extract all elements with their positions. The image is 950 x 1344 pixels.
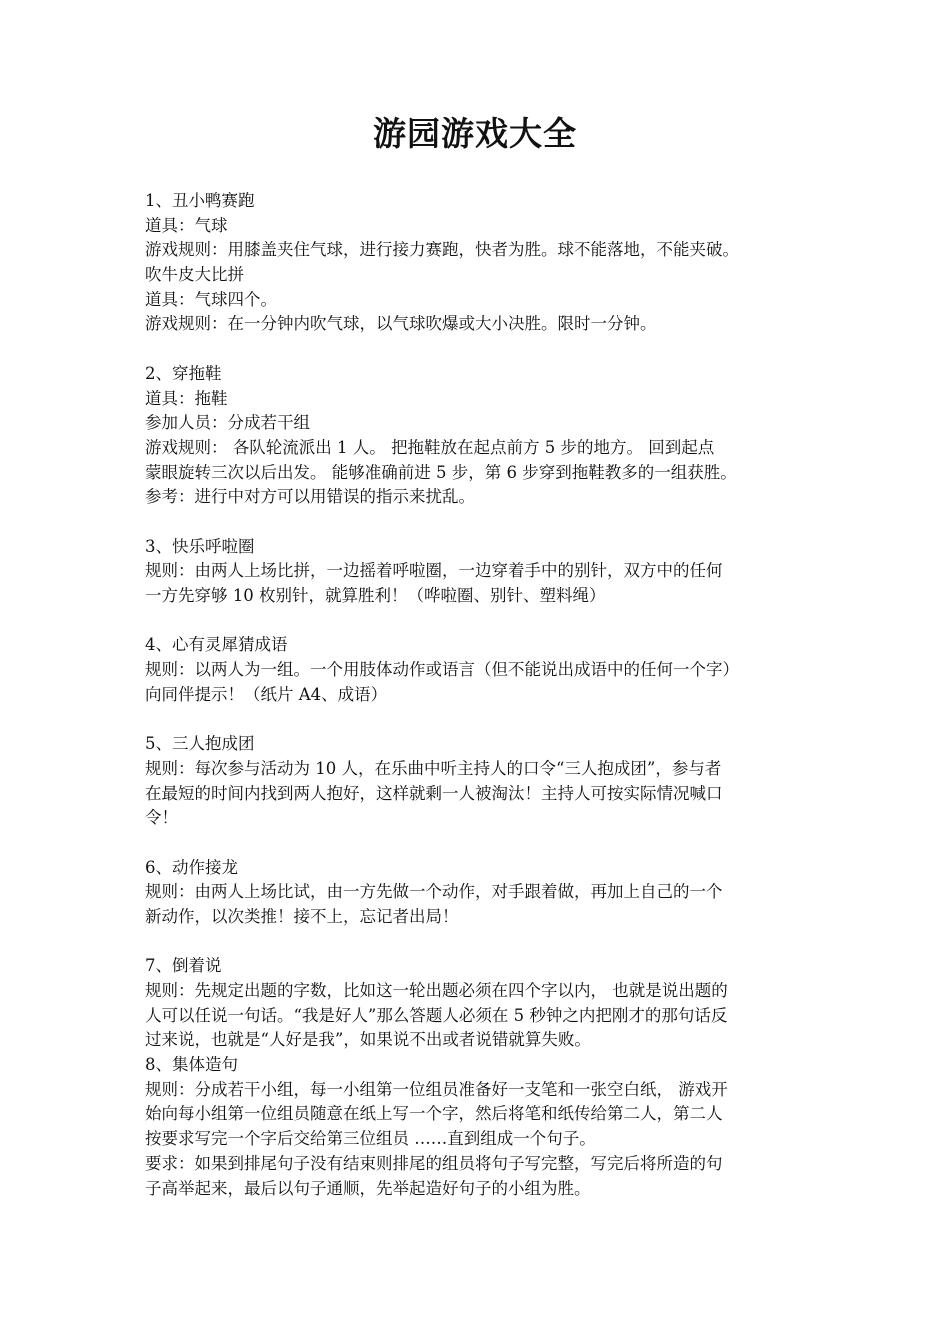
text-line: 游戏规则：在一分钟内吹气球，以气球吹爆或大小决胜。限时一分钟。 [145, 314, 657, 334]
blank-line [145, 510, 810, 535]
text-line: 规则：以两人为一组。一个用肢体动作或语言（但不能说出成语中的任何一个字） [145, 660, 739, 680]
text-line: 游戏规则： 各队轮流派出 1 人。 把拖鞋放在起点前方 5 步的地方。 回到起点 [145, 437, 715, 457]
text-line: 新动作，以次类推！接不上，忘记者出局！ [145, 906, 459, 926]
text-line: 蒙眼旋转三次以后出发。 能够准确前进 5 步，第 6 步穿到拖鞋教多的一组获胜。 [145, 462, 737, 482]
text-line: 参加人员：分成若干组 [145, 413, 310, 433]
text-line: 1、丑小鸭赛跑 [145, 191, 255, 210]
text-line: 6、动作接龙 [145, 857, 238, 877]
text-line: 子高举起来，最后以句子通顺，先举起造好句子的小组为胜。 [145, 1178, 591, 1198]
text-line: 7、倒着说 [145, 956, 222, 976]
text-line: 规则：分成若干小组，每一小组第一位组员准备好一支笔和一张空白纸， 游戏开 [145, 1079, 728, 1099]
text-line: 要求：如果到排尾句子没有结束则排尾的组员将句子写完整，写完后将所造的句 [145, 1153, 723, 1173]
text-line: 5、三人抱成团 [145, 734, 255, 754]
blank-line [145, 707, 810, 732]
document-body [145, 189, 810, 1201]
text-line: 规则：先规定出题的字数，比如这一轮出题必须在四个字以内， 也就是说出题的 [145, 981, 728, 1000]
text-line: 令！ [145, 808, 178, 828]
text-line: 3、快乐呼啦圈 [145, 536, 255, 556]
text-line: 规则：由两人上场比试，由一方先做一个动作，对手跟着做，再加上自己的一个 [145, 882, 723, 902]
text-line: 道具：拖鞋 [145, 388, 228, 408]
text-line: 2、穿拖鞋 [145, 363, 222, 383]
text-line: 道具：气球 [145, 215, 228, 235]
text-line: 向同伴提示！（纸片 A4、成语） [145, 684, 388, 704]
page-title: 游园游戏大全 [373, 114, 577, 153]
text-line: 规则：由两人上场比拼，一边摇着呼啦圈，一边穿着手中的别针，双方中的任何 [145, 561, 723, 581]
text-line: 规则：每次参与活动为 10 人，在乐曲中听主持人的口令“三人抱成团”，参与者 [145, 758, 722, 778]
blank-line [145, 337, 810, 362]
text-line: 8、集体造句 [145, 1055, 238, 1075]
text-line: 4、心有灵犀猜成语 [145, 635, 288, 655]
text-line: 一方先穿够 10 枚别针，就算胜利！（哗啦圈、别针、塑料绳） [145, 586, 606, 605]
text-line: 参考：进行中对方可以用错误的指示来扰乱。 [145, 487, 475, 507]
text-line: 始向每小组第一位组员随意在纸上写一个字，然后将笔和纸传给第二人，第二人 [145, 1104, 723, 1124]
blank-line [145, 831, 810, 856]
text-line: 游戏规则：用膝盖夹住气球，进行接力赛跑，快者为胜。球不能落地，不能夹破。 [145, 240, 739, 260]
text-line: 过来说，也就是“人好是我”，如果说不出或者说错就算失败。 [145, 1030, 591, 1050]
text-line: 吹牛皮大比拼 [145, 265, 244, 285]
text-line: 在最短的时间内找到两人抱好，这样就剩一人被淘汰！主持人可按实际情况喊口 [145, 783, 723, 803]
text-line: 道具：气球四个。 [145, 289, 277, 309]
blank-line [145, 930, 810, 955]
blank-line [145, 609, 810, 634]
text-line: 人可以任说一句话。“我是好人”那么答题人必须在 5 秒钟之内把刚才的那句话反 [145, 1005, 728, 1025]
text-line: 按要求写完一个字后交给第三位组员 ……直到组成一个句子。 [145, 1129, 596, 1149]
